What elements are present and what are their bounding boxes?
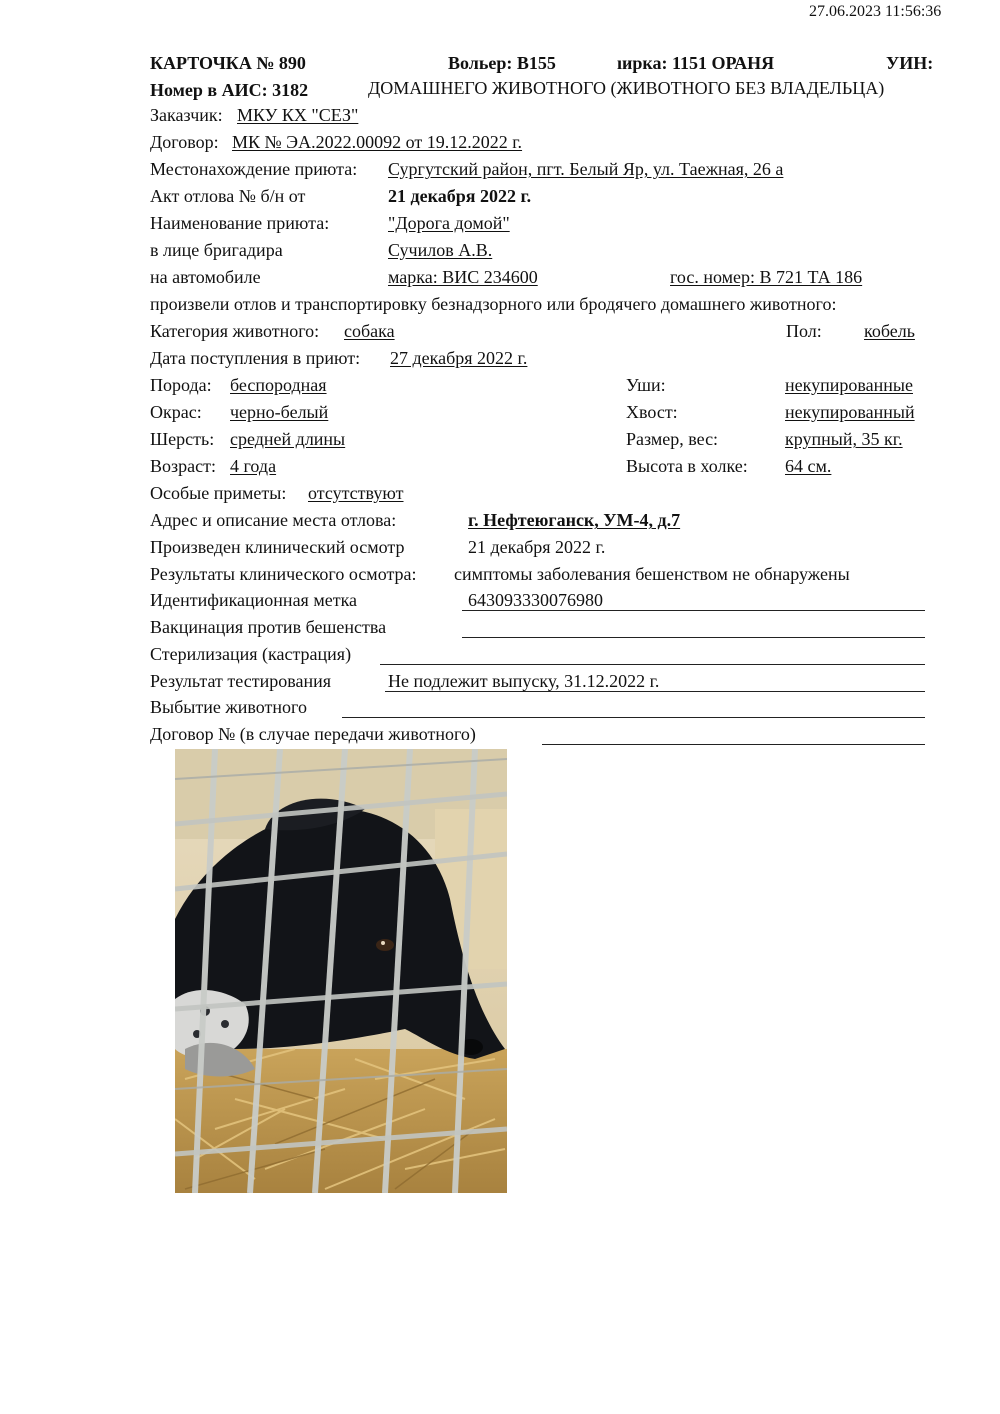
test-label: Результат тестирования bbox=[150, 671, 331, 691]
departure-underline bbox=[342, 717, 925, 718]
shelter-label: Наименование приюта: bbox=[150, 213, 330, 233]
sterilization-label: Стерилизация (кастрация) bbox=[150, 644, 352, 664]
exam-results-value: симптомы заболевания бешенством не обнаружены bbox=[454, 564, 850, 584]
category-value: собака bbox=[344, 321, 395, 341]
act-label: Акт отлова № б/н от bbox=[150, 186, 306, 206]
tag-number: ıирка: 1151 ОРАНЯ bbox=[617, 53, 775, 73]
test-underline bbox=[385, 691, 925, 692]
address-label: Адрес и описание места отлова: bbox=[150, 510, 397, 530]
card-title: ДОМАШНЕГО ЖИВОТНОГО (ЖИВОТНОГО БЕЗ ВЛАДЕЛЬЦА) bbox=[368, 78, 885, 98]
color-value: черно-белый bbox=[230, 402, 329, 422]
sterilization-underline bbox=[380, 664, 925, 665]
location-label: Местонахождение приюта: bbox=[150, 159, 358, 179]
age-label: Возраст: bbox=[150, 456, 216, 476]
size-value: крупный, 35 кг. bbox=[785, 429, 903, 449]
test-value: Не подлежит выпуску, 31.12.2022 г. bbox=[388, 671, 660, 691]
address-value: г. Нефтеюганск, УМ-4, д.7 bbox=[468, 510, 681, 530]
animal-photo bbox=[175, 749, 507, 1193]
id-value: 643093330076980 bbox=[468, 590, 603, 610]
contract2-label: Договор № (в случае передачи животного) bbox=[150, 724, 476, 744]
contract-value: МК № ЭА.2022.00092 от 19.12.2022 г. bbox=[232, 132, 523, 152]
car-number: гос. номер: В 721 ТА 186 bbox=[670, 267, 863, 287]
uin-label: УИН: bbox=[886, 53, 934, 73]
sex-value: кобель bbox=[864, 321, 915, 341]
ais-number: Номер в АИС: 3182 bbox=[150, 80, 309, 100]
marks-label: Особые приметы: bbox=[150, 483, 287, 503]
performed-text: произвели отлов и транспортировку безнадзорного или бродячего домашнего животного: bbox=[150, 294, 837, 314]
arrival-label: Дата поступления в приют: bbox=[150, 348, 361, 368]
age-value: 4 года bbox=[230, 456, 277, 476]
shelter-value: "Дорога домой" bbox=[388, 213, 510, 233]
id-label: Идентификационная метка bbox=[150, 590, 358, 610]
vaccination-label: Вакцинация против бешенства bbox=[150, 617, 387, 637]
marks-value: отсутствуют bbox=[308, 483, 404, 503]
exam-value: 21 декабря 2022 г. bbox=[468, 537, 606, 557]
arrival-value: 27 декабря 2022 г. bbox=[390, 348, 528, 368]
contract-label: Договор: bbox=[150, 132, 219, 152]
brigadier-label: в лице бригадира bbox=[150, 240, 283, 260]
id-underline bbox=[462, 610, 925, 611]
contract2-underline bbox=[542, 744, 925, 745]
breed-value: беспородная bbox=[230, 375, 327, 395]
ears-value: некупированные bbox=[785, 375, 913, 395]
fur-label: Шерсть: bbox=[150, 429, 215, 449]
ears-label: Уши: bbox=[626, 375, 666, 395]
exam-label: Произведен клинический осмотр bbox=[150, 537, 405, 557]
location-value: Сургутский район, пгт. Белый Яр, ул. Таежная, 26 а bbox=[388, 159, 784, 179]
timestamp: 27.06.2023 11:56:36 bbox=[809, 3, 942, 20]
card-number: КАРТОЧКА № 890 bbox=[150, 53, 306, 73]
tail-label: Хвост: bbox=[626, 402, 678, 422]
departure-label: Выбытие животного bbox=[150, 697, 307, 717]
color-label: Окрас: bbox=[150, 402, 202, 422]
customer-label: Заказчик: bbox=[150, 105, 223, 125]
brigadier-value: Сучилов А.В. bbox=[388, 240, 493, 260]
height-value: 64 см. bbox=[785, 456, 832, 476]
tail-value: некупированный bbox=[785, 402, 915, 422]
act-value: 21 декабря 2022 г. bbox=[388, 186, 532, 206]
car-model: марка: ВИС 234600 bbox=[388, 267, 538, 287]
exam-results-label: Результаты клинического осмотра: bbox=[150, 564, 417, 584]
height-label: Высота в холке: bbox=[626, 456, 748, 476]
breed-label: Порода: bbox=[150, 375, 212, 395]
fur-value: средней длины bbox=[230, 429, 346, 449]
customer-value: МКУ КХ "СЕЗ" bbox=[237, 105, 359, 125]
vaccination-underline bbox=[462, 637, 925, 638]
car-label: на автомобиле bbox=[150, 267, 261, 287]
enclosure: Вольер: В155 bbox=[448, 53, 556, 73]
sex-label: Пол: bbox=[786, 321, 822, 341]
size-label: Размер, вес: bbox=[626, 429, 719, 449]
category-label: Категория животного: bbox=[150, 321, 320, 341]
